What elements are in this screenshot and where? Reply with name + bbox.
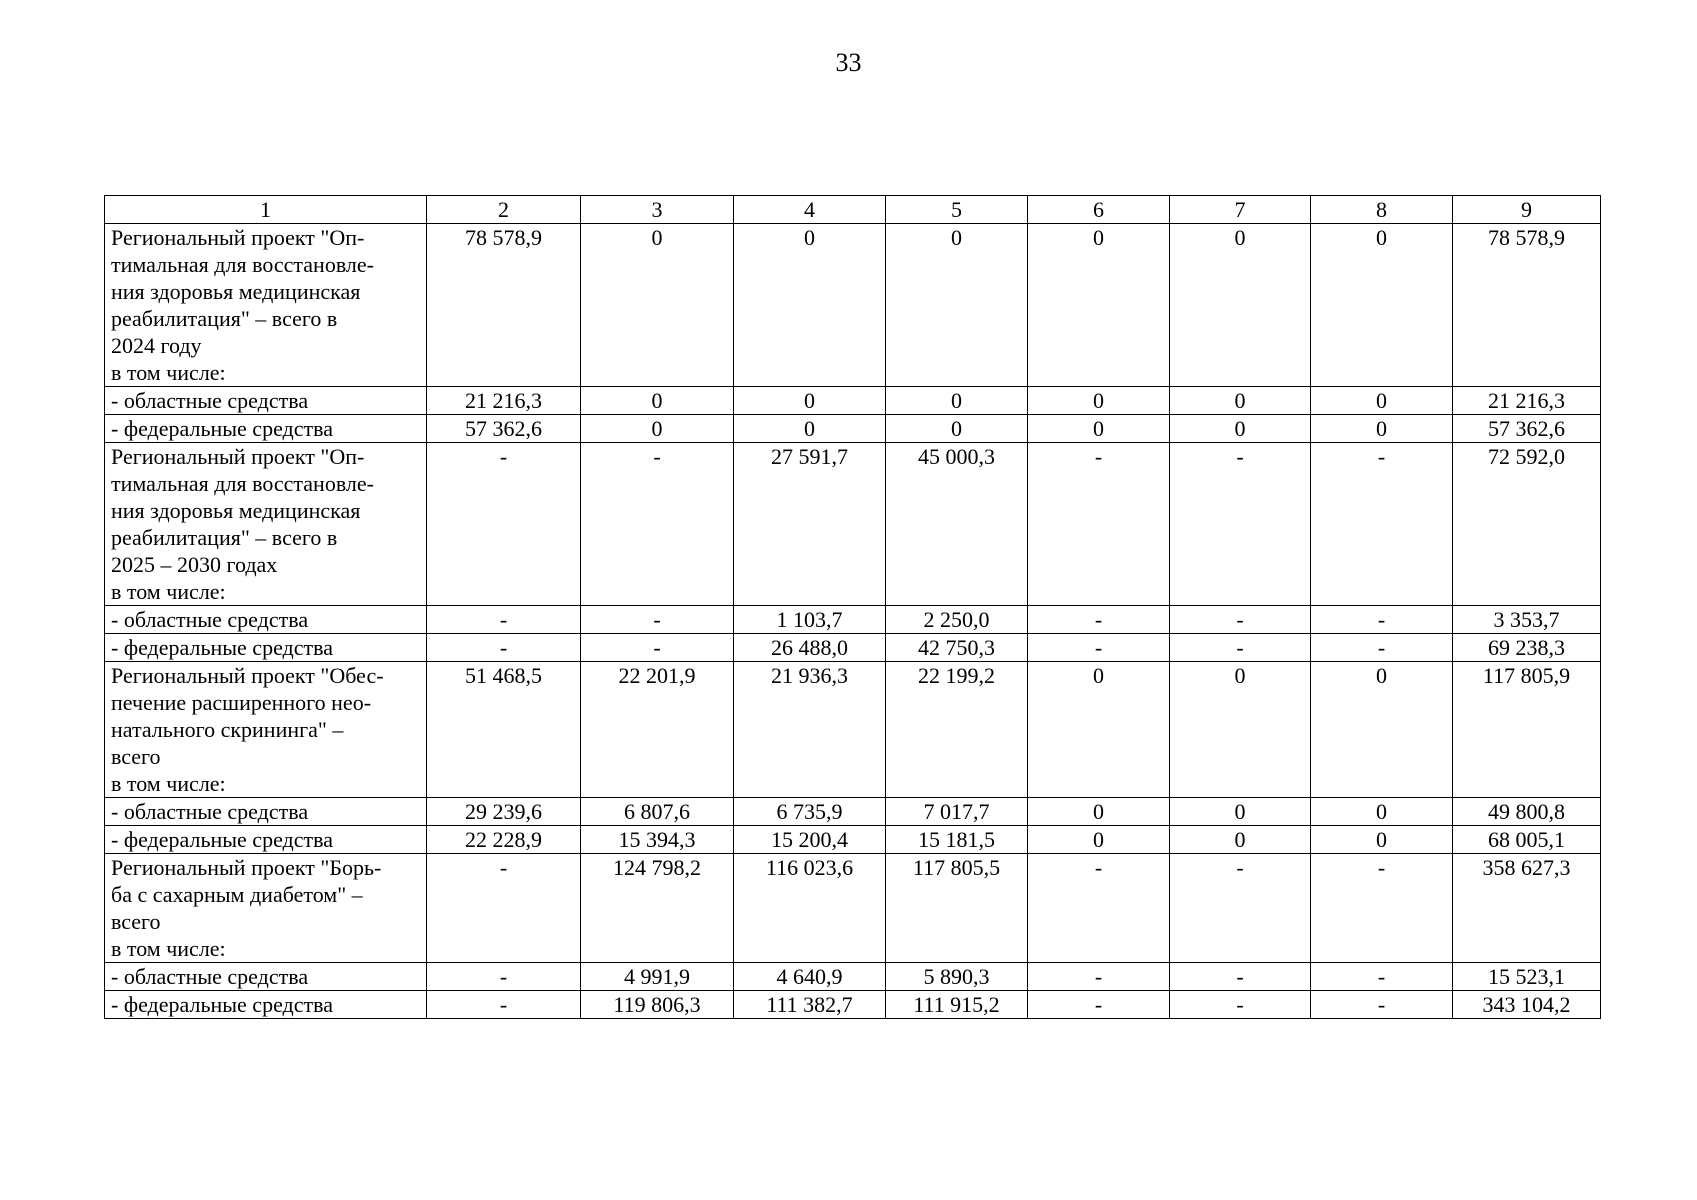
funding-source-label: - федеральные средства bbox=[105, 991, 427, 1019]
amount-cell: - bbox=[1028, 634, 1170, 662]
table-row bbox=[105, 415, 1601, 443]
amount-cell: - bbox=[581, 606, 734, 634]
amount-cell: - bbox=[1170, 854, 1311, 963]
amount-cell: - bbox=[1311, 443, 1453, 606]
amount-cell: 0 bbox=[1170, 415, 1311, 443]
amount-cell: 111 382,7 bbox=[734, 991, 886, 1019]
amount-cell: - bbox=[427, 963, 581, 991]
amount-cell: 0 bbox=[1170, 662, 1311, 798]
table-row bbox=[105, 606, 1601, 634]
amount-cell: - bbox=[581, 443, 734, 606]
table-row bbox=[105, 854, 1601, 963]
table-row bbox=[105, 224, 1601, 387]
amount-cell: 15 200,4 bbox=[734, 826, 886, 854]
amount-cell: 111 915,2 bbox=[886, 991, 1028, 1019]
amount-cell: 0 bbox=[734, 224, 886, 387]
table-row bbox=[105, 387, 1601, 415]
amount-cell: 0 bbox=[1028, 798, 1170, 826]
amount-cell: 15 394,3 bbox=[581, 826, 734, 854]
amount-cell: 119 806,3 bbox=[581, 991, 734, 1019]
amount-cell: 0 bbox=[1311, 798, 1453, 826]
amount-cell: 0 bbox=[1170, 798, 1311, 826]
amount-cell: 0 bbox=[581, 387, 734, 415]
amount-cell: 22 199,2 bbox=[886, 662, 1028, 798]
table-row bbox=[105, 991, 1601, 1019]
amount-cell: - bbox=[1311, 991, 1453, 1019]
total-cell: 15 523,1 bbox=[1453, 963, 1601, 991]
amount-cell: 0 bbox=[1028, 415, 1170, 443]
amount-cell: 0 bbox=[1028, 662, 1170, 798]
amount-cell: - bbox=[1028, 854, 1170, 963]
amount-cell: 0 bbox=[886, 415, 1028, 443]
amount-cell: - bbox=[1170, 443, 1311, 606]
amount-cell: 21 216,3 bbox=[427, 387, 581, 415]
column-header-5: 5 bbox=[886, 196, 1028, 224]
amount-cell: - bbox=[1170, 606, 1311, 634]
amount-cell: 0 bbox=[581, 415, 734, 443]
table-header-row bbox=[105, 196, 1601, 224]
amount-cell: - bbox=[1170, 634, 1311, 662]
funding-source-label: - федеральные средства bbox=[105, 634, 427, 662]
amount-cell: 124 798,2 bbox=[581, 854, 734, 963]
amount-cell: - bbox=[1311, 963, 1453, 991]
amount-cell: 0 bbox=[1311, 415, 1453, 443]
total-cell: 343 104,2 bbox=[1453, 991, 1601, 1019]
column-header-9: 9 bbox=[1453, 196, 1601, 224]
amount-cell: 116 023,6 bbox=[734, 854, 886, 963]
amount-cell: 51 468,5 bbox=[427, 662, 581, 798]
funding-source-label: - областные средства bbox=[105, 606, 427, 634]
amount-cell: - bbox=[1028, 443, 1170, 606]
amount-cell: 0 bbox=[886, 387, 1028, 415]
total-cell: 78 578,9 bbox=[1453, 224, 1601, 387]
amount-cell: 0 bbox=[1028, 224, 1170, 387]
amount-cell: - bbox=[1170, 963, 1311, 991]
amount-cell: 21 936,3 bbox=[734, 662, 886, 798]
amount-cell: 45 000,3 bbox=[886, 443, 1028, 606]
amount-cell: 4 640,9 bbox=[734, 963, 886, 991]
column-header-3: 3 bbox=[581, 196, 734, 224]
amount-cell: 42 750,3 bbox=[886, 634, 1028, 662]
amount-cell: 27 591,7 bbox=[734, 443, 886, 606]
funding-source-label: - федеральные средства bbox=[105, 826, 427, 854]
amount-cell: 22 201,9 bbox=[581, 662, 734, 798]
column-header-8: 8 bbox=[1311, 196, 1453, 224]
amount-cell: 26 488,0 bbox=[734, 634, 886, 662]
total-cell: 21 216,3 bbox=[1453, 387, 1601, 415]
amount-cell: - bbox=[427, 991, 581, 1019]
table-row bbox=[105, 798, 1601, 826]
amount-cell: 57 362,6 bbox=[427, 415, 581, 443]
total-cell: 117 805,9 bbox=[1453, 662, 1601, 798]
project-name: Региональный проект "Борь- ба с сахарным диабетом" – всего в том числе: bbox=[105, 854, 427, 963]
total-cell: 68 005,1 bbox=[1453, 826, 1601, 854]
amount-cell: 0 bbox=[1170, 387, 1311, 415]
amount-cell: - bbox=[1311, 854, 1453, 963]
amount-cell: 0 bbox=[734, 387, 886, 415]
funding-source-label: - областные средства bbox=[105, 963, 427, 991]
amount-cell: 4 991,9 bbox=[581, 963, 734, 991]
total-cell: 57 362,6 bbox=[1453, 415, 1601, 443]
table-row bbox=[105, 662, 1601, 798]
amount-cell: 6 735,9 bbox=[734, 798, 886, 826]
amount-cell: - bbox=[427, 443, 581, 606]
amount-cell: - bbox=[1311, 634, 1453, 662]
amount-cell: 29 239,6 bbox=[427, 798, 581, 826]
total-cell: 69 238,3 bbox=[1453, 634, 1601, 662]
amount-cell: - bbox=[427, 606, 581, 634]
amount-cell: 0 bbox=[1170, 826, 1311, 854]
total-cell: 358 627,3 bbox=[1453, 854, 1601, 963]
amount-cell: 78 578,9 bbox=[427, 224, 581, 387]
page-number: 33 bbox=[835, 48, 862, 77]
funding-source-label: - федеральные средства bbox=[105, 415, 427, 443]
total-cell: 3 353,7 bbox=[1453, 606, 1601, 634]
total-cell: 72 592,0 bbox=[1453, 443, 1601, 606]
amount-cell: 0 bbox=[1311, 224, 1453, 387]
column-header-2: 2 bbox=[427, 196, 581, 224]
amount-cell: - bbox=[1028, 606, 1170, 634]
amount-cell: - bbox=[427, 634, 581, 662]
funding-source-label: - областные средства bbox=[105, 387, 427, 415]
amount-cell: - bbox=[1311, 606, 1453, 634]
amount-cell: 0 bbox=[1170, 224, 1311, 387]
amount-cell: 0 bbox=[581, 224, 734, 387]
column-header-6: 6 bbox=[1028, 196, 1170, 224]
amount-cell: 0 bbox=[1311, 662, 1453, 798]
budget-table bbox=[104, 195, 1601, 1019]
column-header-4: 4 bbox=[734, 196, 886, 224]
amount-cell: 5 890,3 bbox=[886, 963, 1028, 991]
table-body bbox=[105, 224, 1601, 1019]
amount-cell: - bbox=[1028, 991, 1170, 1019]
project-name: Региональный проект "Обес- печение расширенного нео- натального скрининга" – всего в том числе: bbox=[105, 662, 427, 798]
amount-cell: 15 181,5 bbox=[886, 826, 1028, 854]
amount-cell: - bbox=[1170, 991, 1311, 1019]
amount-cell: - bbox=[427, 854, 581, 963]
project-name: Региональный проект "Оп- тимальная для восстановле- ния здоровья медицинская реабилитация" – всего в 2024 году в том числе: bbox=[105, 224, 427, 387]
amount-cell: - bbox=[581, 634, 734, 662]
amount-cell: 1 103,7 bbox=[734, 606, 886, 634]
table-row bbox=[105, 443, 1601, 606]
amount-cell: 0 bbox=[886, 224, 1028, 387]
amount-cell: 22 228,9 bbox=[427, 826, 581, 854]
amount-cell: 0 bbox=[1028, 387, 1170, 415]
amount-cell: 2 250,0 bbox=[886, 606, 1028, 634]
table-row bbox=[105, 826, 1601, 854]
amount-cell: 0 bbox=[1311, 387, 1453, 415]
amount-cell: 0 bbox=[734, 415, 886, 443]
amount-cell: 7 017,7 bbox=[886, 798, 1028, 826]
amount-cell: 6 807,6 bbox=[581, 798, 734, 826]
column-header-1: 1 bbox=[105, 196, 427, 224]
total-cell: 49 800,8 bbox=[1453, 798, 1601, 826]
table-row bbox=[105, 963, 1601, 991]
funding-source-label: - областные средства bbox=[105, 798, 427, 826]
project-name: Региональный проект "Оп- тимальная для восстановле- ния здоровья медицинская реабилитация" – всего в 2025 – 2030 годах в том числе: bbox=[105, 443, 427, 606]
amount-cell: 0 bbox=[1028, 826, 1170, 854]
amount-cell: 0 bbox=[1311, 826, 1453, 854]
amount-cell: 117 805,5 bbox=[886, 854, 1028, 963]
table-row bbox=[105, 634, 1601, 662]
amount-cell: - bbox=[1028, 963, 1170, 991]
column-header-7: 7 bbox=[1170, 196, 1311, 224]
